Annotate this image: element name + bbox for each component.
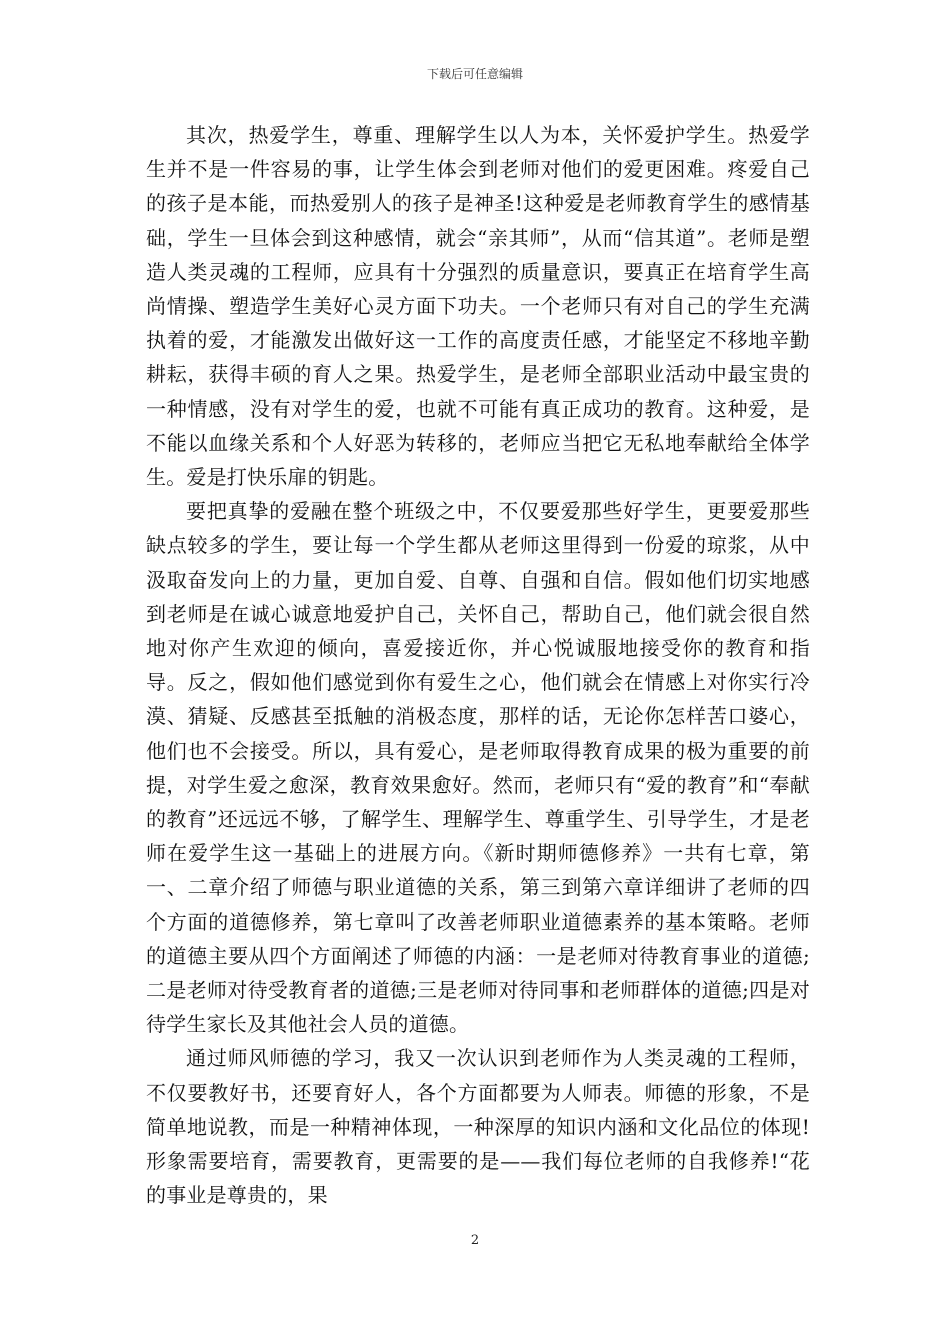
paragraph-1: 其次，热爱学生，尊重、理解学生以人为本，关怀爱护学生。热爱学生并不是一件容易的事，让学生体会到老师对他们的爱更困难。疼爱自己的孩子是本能，而热爱别人的孩子是神圣!这种爱是老师教育学生的感情基础，学生一旦体会到这种感情，就会“亲其师”，从而“信其道”。老师是塑造人类灵魂的工程师，应具有十分强烈的质量意识，要真正在培育学生高尚情操、塑造学生美好心灵方面下功夫。一个老师只有对自己的学生充满执着的爱，才能激发出做好这一工作的高度责任感，才能坚定不移地辛勤耕耘，获得丰硕的育人之果。热爱学生，是老师全部职业活动中最宝贵的一种情感，没有对学生的爱，也就不可能有真正成功的教育。这种爱，是不能以血缘关系和个人好恶为转移的，老师应当把它无私地奉献给全体学生。爱是打快乐扉的钥匙。 — [146, 123, 810, 490]
paragraph-3: 通过师风师德的学习，我又一次认识到老师作为人类灵魂的工程师，不仅要教好书，还要育好人，各个方面都要为人师表。师德的形象，不是简单地说教，而是一种精神体现，一种深厚的知识内涵和文化品位的体现!形象需要培育，需要教育，更需要的是——我们每位老师的自我修养!“花的事业是尊贵的，果 — [146, 1046, 810, 1208]
paragraph-2: 要把真挚的爱融在整个班级之中，不仅要爱那些好学生，更要爱那些缺点较多的学生，要让每一个学生都从老师这里得到一份爱的琼浆，从中汲取奋发向上的力量，更加自爱、自尊、自强和自信。假如他们切实地感到老师是在诚心诚意地爱护自己，关怀自己，帮助自己，他们就会很自然地对你产生欢迎的倾向，喜爱接近你，并心悦诚服地接受你的教育和指导。反之，假如他们感觉到你有爱生之心，他们就会在情感上对你实行冷漠、猜疑、反感甚至抵触的消极态度，那样的话，无论你怎样苦口婆心，他们也不会接受。所以，具有爱心，是老师取得教育成果的极为重要的前提，对学生爱之愈深，教育效果愈好。然而，老师只有“爱的教育”和“奉献的教育”还远远不够，了解学生、理解学生、尊重学生、引导学生，才是老师在爱学生这一基础上的进展方向。《新时期师德修养》一共有七章，第一、二章介绍了师德与职业道德的关系，第三到第六章详细讲了老师的四个方面的道德修养，第七章叫了改善老师职业道德素养的基本策略。老师的道德主要从四个方面阐述了师德的内涵：一是老师对待教育事业的道德;二是老师对待受教育者的道德;三是老师对待同事和老师群体的道德;四是对待学生家长及其他社会人员的道德。 — [146, 499, 810, 1037]
page-number: 2 — [470, 1233, 480, 1248]
page-header: 下载后可任意编辑 — [426, 67, 523, 81]
document-body — [146, 118, 810, 1213]
